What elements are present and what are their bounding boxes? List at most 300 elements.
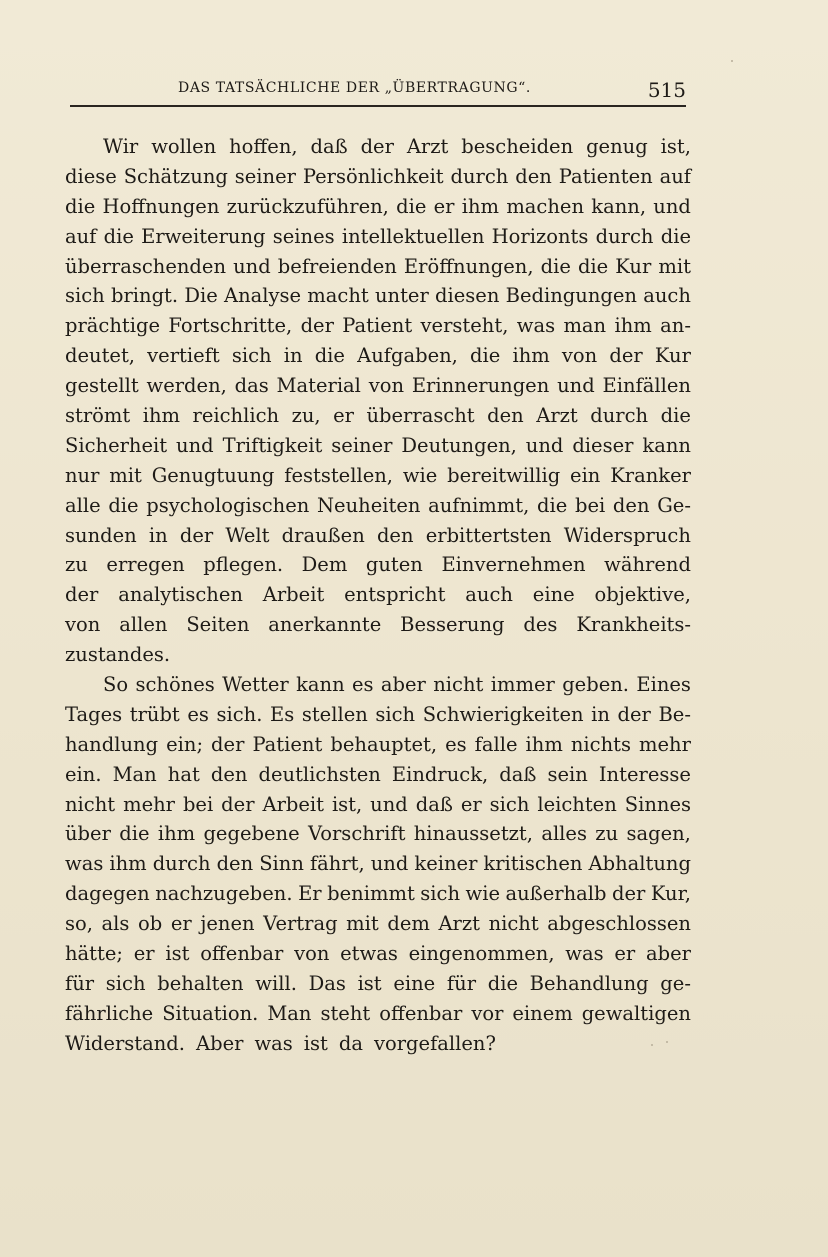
word: diese xyxy=(65,164,117,188)
word: abgeschlossen xyxy=(547,912,691,936)
word: es xyxy=(187,702,209,726)
text-line xyxy=(65,491,691,521)
word: Kur xyxy=(654,344,691,368)
word: aber xyxy=(380,673,426,697)
word: Er xyxy=(298,882,322,906)
word: man xyxy=(563,314,607,338)
word: erbittertsten xyxy=(425,523,552,547)
word: Kur, xyxy=(650,882,691,906)
word: Dem xyxy=(301,553,348,577)
word: geben. xyxy=(562,673,629,697)
word: Besserung xyxy=(400,613,505,637)
word: Patienten xyxy=(558,164,653,188)
word: Aber xyxy=(196,1031,244,1055)
word: Vorschrift xyxy=(307,822,406,846)
text-line xyxy=(65,849,691,879)
word: immer xyxy=(490,673,555,697)
word: aufnimmt, xyxy=(428,493,530,517)
word: ihm xyxy=(157,822,196,846)
word: nur xyxy=(65,463,100,487)
word: Eröffnungen, xyxy=(403,254,534,278)
word: alles xyxy=(541,822,587,846)
word: So xyxy=(103,673,129,697)
text-line xyxy=(65,580,691,610)
word: ist xyxy=(303,1031,328,1055)
word: Patient xyxy=(252,732,323,756)
word: deutet, xyxy=(65,344,135,368)
word: daß xyxy=(310,135,348,158)
word: mit xyxy=(109,463,142,487)
word: die xyxy=(396,194,427,218)
word: Kur xyxy=(615,254,652,278)
word: und xyxy=(525,433,564,457)
word: objektive, xyxy=(594,583,691,607)
paper-speck xyxy=(666,1041,668,1043)
word: daß xyxy=(499,762,537,786)
text-line xyxy=(65,401,691,431)
word: bei xyxy=(182,792,214,816)
word: daß xyxy=(415,792,453,816)
word: auch xyxy=(643,284,691,308)
word: sagen, xyxy=(626,822,691,846)
word: ge- xyxy=(660,971,691,995)
word: Krankheits- xyxy=(576,613,691,637)
word: benimmt xyxy=(327,882,415,906)
text-line xyxy=(65,371,691,401)
word: seiner xyxy=(331,433,393,457)
word: Sinn xyxy=(259,852,304,876)
word: mit xyxy=(658,254,691,278)
word: ihm xyxy=(461,194,500,218)
word: genug xyxy=(586,135,648,158)
word: eingenommen, xyxy=(408,942,555,966)
word: Arbeit xyxy=(262,583,325,607)
word: Interesse xyxy=(598,762,691,786)
word: sunden xyxy=(65,523,137,547)
text-line xyxy=(65,670,691,700)
word: Be- xyxy=(658,702,691,726)
word: fährliche xyxy=(65,1001,154,1025)
word: Einvernehmen xyxy=(441,553,586,577)
word: vor xyxy=(471,1001,504,1025)
word: Arzt xyxy=(438,912,480,936)
word: den xyxy=(210,762,248,786)
word: und xyxy=(176,433,214,457)
word: mehr xyxy=(123,792,175,816)
word: ihm xyxy=(142,404,181,428)
text-line xyxy=(65,939,691,969)
word: trübt xyxy=(129,702,180,726)
word: und xyxy=(370,792,408,816)
word: dem xyxy=(387,912,430,936)
text-line xyxy=(65,461,691,491)
text-line xyxy=(65,550,691,580)
body-text xyxy=(65,132,691,1059)
word: aber xyxy=(645,942,691,966)
word: er xyxy=(433,194,455,218)
word: die xyxy=(660,404,691,428)
word: entspricht xyxy=(344,583,446,607)
word: diesen xyxy=(435,284,500,308)
word: überraschenden xyxy=(65,254,227,278)
word: mehr xyxy=(639,732,691,756)
word: was xyxy=(565,942,604,966)
word: Schwierigkeiten xyxy=(422,702,584,726)
word: nicht xyxy=(433,673,484,697)
word: seines xyxy=(272,224,335,248)
word: Man xyxy=(267,1001,312,1025)
word: der xyxy=(617,702,651,726)
word: kritischen xyxy=(483,852,583,876)
word: sich xyxy=(375,702,416,726)
word: Eines xyxy=(636,673,691,697)
word: nicht xyxy=(65,792,116,816)
word: sich. xyxy=(216,702,263,726)
word: offenbar xyxy=(200,942,284,966)
word: alle xyxy=(65,493,101,517)
word: hätte; xyxy=(65,942,123,966)
word: den xyxy=(216,852,254,876)
word: ihm xyxy=(512,344,550,368)
text-line xyxy=(65,790,691,820)
word: Persönlichkeit xyxy=(302,164,444,188)
text-line xyxy=(65,252,691,282)
word: prächtige xyxy=(65,314,161,338)
word: den xyxy=(376,523,414,547)
word: gestellt xyxy=(65,374,139,398)
text-line xyxy=(65,222,691,252)
word: sich xyxy=(231,344,272,368)
text-line xyxy=(65,640,691,670)
word: die xyxy=(660,224,691,248)
word: Bedingungen xyxy=(505,284,637,308)
word: Deutungen, xyxy=(401,433,517,457)
word: Aufgaben, xyxy=(357,344,458,368)
word: von xyxy=(65,613,101,637)
text-line xyxy=(65,879,691,909)
word: pflegen. xyxy=(203,553,284,577)
word: zu xyxy=(65,553,88,577)
word: Arzt xyxy=(406,135,449,158)
word: eine xyxy=(393,971,436,995)
word: die xyxy=(103,224,134,248)
word: keiner xyxy=(414,852,478,876)
word: Eindruck, xyxy=(391,762,489,786)
word: die xyxy=(65,194,96,218)
word: schönes xyxy=(135,673,215,697)
word: er xyxy=(333,404,354,428)
word: guten xyxy=(365,553,423,577)
word: die xyxy=(540,254,571,278)
word: versteht, xyxy=(420,314,509,338)
text-line xyxy=(65,610,691,640)
word: er xyxy=(170,912,192,936)
word: sich xyxy=(65,284,105,308)
word: leichten xyxy=(537,792,617,816)
word: ist, xyxy=(331,792,363,816)
word: machen xyxy=(506,194,585,218)
word: ist, xyxy=(660,135,691,158)
word: Material xyxy=(276,374,361,398)
word: Behandlung xyxy=(529,971,649,995)
word: überrascht xyxy=(366,404,475,428)
word: Vertrag xyxy=(263,912,338,936)
word: die xyxy=(119,822,150,846)
word: der xyxy=(65,583,99,607)
text-line xyxy=(65,700,691,730)
word: was xyxy=(65,852,104,876)
word: jenen xyxy=(200,912,255,936)
word: Die xyxy=(184,284,218,308)
word: außerhalb xyxy=(505,882,607,906)
word: er xyxy=(133,942,155,966)
word: der xyxy=(609,344,643,368)
word: Horizonts xyxy=(491,224,589,248)
word: Kranker xyxy=(610,463,691,487)
word: strömt xyxy=(65,404,131,428)
word: es xyxy=(445,732,467,756)
word: da xyxy=(338,1031,363,1055)
word: ob xyxy=(138,912,163,936)
header-rule xyxy=(70,105,686,107)
word: bei xyxy=(574,493,606,517)
word: Fortschritte, xyxy=(168,314,293,338)
word: die xyxy=(537,493,568,517)
word: draußen xyxy=(281,523,365,547)
word: nichts xyxy=(570,732,631,756)
text-line xyxy=(65,281,691,311)
word: anerkannte xyxy=(268,613,382,637)
word: der xyxy=(211,732,245,756)
word: der xyxy=(612,882,646,906)
word: ist xyxy=(165,942,190,966)
word: er xyxy=(614,942,636,966)
word: reichlich xyxy=(192,404,280,428)
word: durch xyxy=(595,224,654,248)
word: psychologischen xyxy=(146,493,310,517)
word: erregen xyxy=(106,553,185,577)
text-line xyxy=(65,969,691,999)
word: von xyxy=(294,942,330,966)
word: Triftigkeit xyxy=(222,433,323,457)
word: das xyxy=(234,374,269,398)
word: bescheiden xyxy=(461,135,574,158)
word: des xyxy=(523,613,558,637)
word: macht xyxy=(307,284,369,308)
text-line xyxy=(65,311,691,341)
word: für xyxy=(446,971,477,995)
running-head: DAS TATSÄCHLICHE DER „ÜBERTRAGUNG“. xyxy=(178,80,531,96)
word: ein; xyxy=(166,732,204,756)
word: falle xyxy=(474,732,518,756)
word: während xyxy=(604,553,691,577)
word: steht xyxy=(320,1001,371,1025)
word: Erweiterung xyxy=(141,224,266,248)
word: nicht xyxy=(488,912,539,936)
paragraph xyxy=(65,132,691,670)
word: Sicherheit xyxy=(65,433,168,457)
text-line xyxy=(65,760,691,790)
word: vorgefallen? xyxy=(373,1031,496,1055)
word: sich xyxy=(105,971,146,995)
word: zustandes. xyxy=(65,643,171,667)
word: wie xyxy=(465,882,501,906)
text-line xyxy=(65,999,691,1029)
text-line xyxy=(65,132,691,162)
word: Ge- xyxy=(657,493,691,517)
word: hinaussetzt, xyxy=(413,822,533,846)
text-line xyxy=(65,341,691,371)
word: kann, xyxy=(591,194,647,218)
word: werden, xyxy=(146,374,227,398)
word: gegebene xyxy=(203,822,300,846)
word: Genugtuung xyxy=(151,463,275,487)
word: fährt, xyxy=(309,852,365,876)
word: behalten xyxy=(157,971,244,995)
word: Schätzung xyxy=(123,164,228,188)
word: seiner xyxy=(234,164,296,188)
word: so, xyxy=(65,912,93,936)
word: von xyxy=(368,374,405,398)
word: Hoffnungen xyxy=(102,194,220,218)
word: auf xyxy=(65,224,97,248)
word: Erinnerungen xyxy=(411,374,550,398)
word: in xyxy=(283,344,303,368)
word: auf xyxy=(659,164,691,188)
word: Man xyxy=(112,762,157,786)
page-number: 515 xyxy=(647,78,686,102)
word: über xyxy=(65,822,111,846)
text-line xyxy=(65,909,691,939)
word: Abhaltung xyxy=(588,852,691,876)
word: die xyxy=(108,493,139,517)
paper-speck xyxy=(731,60,733,62)
word: bringt. xyxy=(110,284,179,308)
word: analytischen xyxy=(118,583,243,607)
word: hat xyxy=(167,762,200,786)
word: allen xyxy=(119,613,168,637)
word: Einfällen xyxy=(602,374,691,398)
word: der xyxy=(300,314,334,338)
word: der xyxy=(221,792,255,816)
word: Analyse xyxy=(223,284,302,308)
word: den xyxy=(487,404,524,428)
word: Wetter xyxy=(222,673,289,697)
word: durch xyxy=(590,404,649,428)
word: befreienden xyxy=(277,254,397,278)
paragraph xyxy=(65,670,691,1059)
word: ein. xyxy=(65,762,102,786)
word: die xyxy=(470,344,501,368)
word: ihm xyxy=(109,852,147,876)
word: mit xyxy=(346,912,379,936)
word: was xyxy=(254,1031,293,1055)
word: intellektuellen xyxy=(341,224,485,248)
text-line xyxy=(65,521,691,551)
paper-speck xyxy=(651,1044,653,1046)
word: Arzt xyxy=(536,404,578,428)
word: etwas xyxy=(340,942,398,966)
text-line xyxy=(65,162,691,192)
word: Arbeit xyxy=(262,792,324,816)
word: Sinnes xyxy=(624,792,691,816)
word: dagegen xyxy=(65,882,150,906)
text-line xyxy=(65,819,691,849)
word: als xyxy=(101,912,130,936)
word: die xyxy=(577,254,609,278)
word: Das xyxy=(308,971,346,995)
word: ihm xyxy=(614,314,652,338)
word: Situation. xyxy=(162,1001,259,1025)
word: die xyxy=(487,971,518,995)
word: wollen xyxy=(151,135,217,158)
word: und xyxy=(653,194,691,218)
word: nachzugeben. xyxy=(155,882,293,906)
text-line xyxy=(65,730,691,760)
word: und xyxy=(233,254,271,278)
word: Patient xyxy=(342,314,413,338)
word: zu xyxy=(595,822,619,846)
word: handlung xyxy=(65,732,159,756)
word: eine xyxy=(532,583,575,607)
word: er xyxy=(460,792,482,816)
word: den xyxy=(515,164,552,188)
word: der xyxy=(179,523,214,547)
word: Wir xyxy=(103,135,139,158)
word: bereitwillig xyxy=(447,463,561,487)
word: Neuheiten xyxy=(316,493,421,517)
word: in xyxy=(591,702,610,726)
word: durch xyxy=(152,852,211,876)
word: Tages xyxy=(65,702,123,726)
word: sich xyxy=(420,882,461,906)
word: kann xyxy=(296,673,345,697)
word: zu, xyxy=(291,404,321,428)
word: will. xyxy=(255,971,297,995)
word: es xyxy=(351,673,374,697)
text-line xyxy=(65,1029,691,1059)
word: hoffen, xyxy=(229,135,298,158)
word: sein xyxy=(547,762,588,786)
word: und xyxy=(557,374,595,398)
word: und xyxy=(370,852,409,876)
page-header xyxy=(70,78,686,102)
word: der xyxy=(360,135,394,158)
word: ihm xyxy=(525,732,563,756)
word: stellen xyxy=(301,702,368,726)
word: Widerstand. xyxy=(65,1031,185,1055)
word: vertieft xyxy=(147,344,220,368)
word: Es xyxy=(270,702,295,726)
word: zurückzuführen, xyxy=(226,194,389,218)
word: in xyxy=(148,523,168,547)
word: gewaltigen xyxy=(581,1001,691,1025)
word: dieser xyxy=(572,433,634,457)
text-line xyxy=(65,431,691,461)
word: Widerspruch xyxy=(563,523,691,547)
text-line xyxy=(65,192,691,222)
word: kann xyxy=(642,433,691,457)
word: für xyxy=(65,971,95,995)
word: ein xyxy=(570,463,601,487)
word: den xyxy=(612,493,650,517)
word: wie xyxy=(402,463,438,487)
word: durch xyxy=(450,164,509,188)
word: an- xyxy=(660,314,691,338)
word: was xyxy=(516,314,556,338)
word: deutlichsten xyxy=(258,762,381,786)
word: Seiten xyxy=(186,613,250,637)
